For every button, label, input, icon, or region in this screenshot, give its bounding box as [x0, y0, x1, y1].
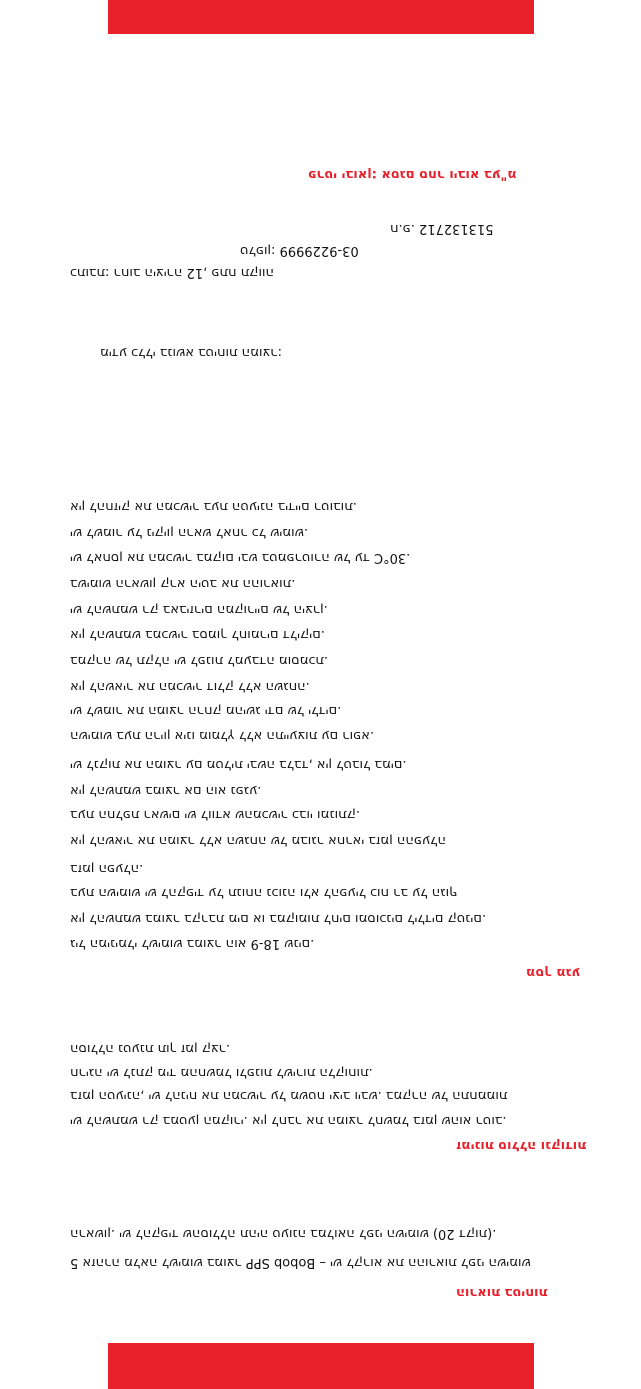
list-item-continued: הראשון. יש להקפיד שהסוללה תהיה טעונה במלואה לפני השימוש (20 דקות).	[70, 1226, 497, 1241]
section-heading-main: מסך מגע	[526, 965, 581, 980]
bottom-accent-bar	[108, 1343, 534, 1389]
list-intro: מידע כללי בנושא בטיחות המוצר:	[100, 345, 282, 360]
importer-phone: טלפון: 03-9229999	[240, 243, 359, 258]
list-item: • במקרה של תקלה יש לפנות למעבדה מוסמכת.	[70, 651, 580, 669]
list-item: • יש לשמור על ניקיון הראש לאחר כל שימוש.	[70, 523, 580, 541]
list-item-continued: אין להשאיר את המוצר ללא השגחה של מבוגר אחראי בזמן ההפעלה	[70, 833, 446, 848]
list-item: • בשימוש הראשון קרא היטב את ההוראות.	[70, 574, 580, 592]
list-item: • יש להשתמש רק במטען המקורי. אין לחבר את המוצר לחשמל בזמן שהוא רטוב.	[70, 1111, 600, 1129]
list-item-continued: הסוללה נטענת תוך זמן קצר.	[70, 1041, 231, 1056]
section-heading-battery: זמינות סוללה ונקודות	[456, 1138, 587, 1153]
list-item: • אין להשאיר את המכשיר דולק ללא השגחה.	[70, 677, 580, 695]
list-item-continued: השימוש בעת הריון אינו מומלץ ללא התייעצות עם רופא.	[70, 728, 375, 743]
list-item: • 5 אזהרה מלאה לשימוש במוצר Bobob SPP – יש לקרוא את ההוראות לפני השימוש	[70, 1253, 600, 1271]
importer-address: כתובת: רחוב היצירה 12, פתח תקווה	[70, 265, 274, 280]
section-heading-safety: הוראות בטיחות	[456, 1285, 548, 1300]
list-item-continued: בזמן הטעינה, יש להניח את המכשיר על משטח יציב ויבש. במקרה של התחממות	[70, 1088, 508, 1103]
list-item: • אין להשתמש במוצר בקרבת מים או במקומות לחים ומסוכנים לילדים קטנים.	[70, 909, 580, 927]
list-item-continued: בעת השימוש יש להקפיד על תנוחה נכונה ולא להפעיל כוח רב על הגוף	[70, 885, 458, 900]
list-item: • בזמן הפעלה.	[70, 859, 580, 877]
list-item: • אין להשתמש במוצר אם הוא נפגע.	[70, 781, 580, 799]
list-item: • אין להשתמש במכשיר בסמוך לחומרים דליקים.	[70, 625, 580, 643]
list-item: • גיל המינימלי לשימוש במוצר הוא 18-9 שנים.	[70, 934, 580, 952]
list-item-continued: חריגה יש לנתק מיד מהחשמל ולפנות לשירות הלקוחות.	[70, 1065, 373, 1080]
section-heading-importer: פרטי יבואן: אסגם סחר ויבוא בע"מ	[308, 167, 517, 182]
list-item: • אין להחזיק את המכשיר בעת הטעינה בידיים רטובות.	[70, 497, 580, 515]
list-item: • יש לנקות את המוצר עם מטלית יבשה בלבד, אין לטבול במים.	[70, 755, 580, 773]
list-item: • בעת החלפת ראשים יש לוודא שהמכשיר כבוי ומנותק.	[70, 805, 580, 823]
importer-company-id: ח.פ. 513132712	[390, 221, 494, 236]
list-item-continued: יש לשמור את המוצר הרחק מהישג ידם של ילדים.	[70, 703, 342, 718]
list-item: • יש לאחסן את המכשיר במקום יבש בטמפרטורה של עד 30°C.	[70, 548, 580, 566]
list-item-continued: יש להשתמש רק באביזרים המקוריים של היצרן.	[70, 602, 328, 617]
